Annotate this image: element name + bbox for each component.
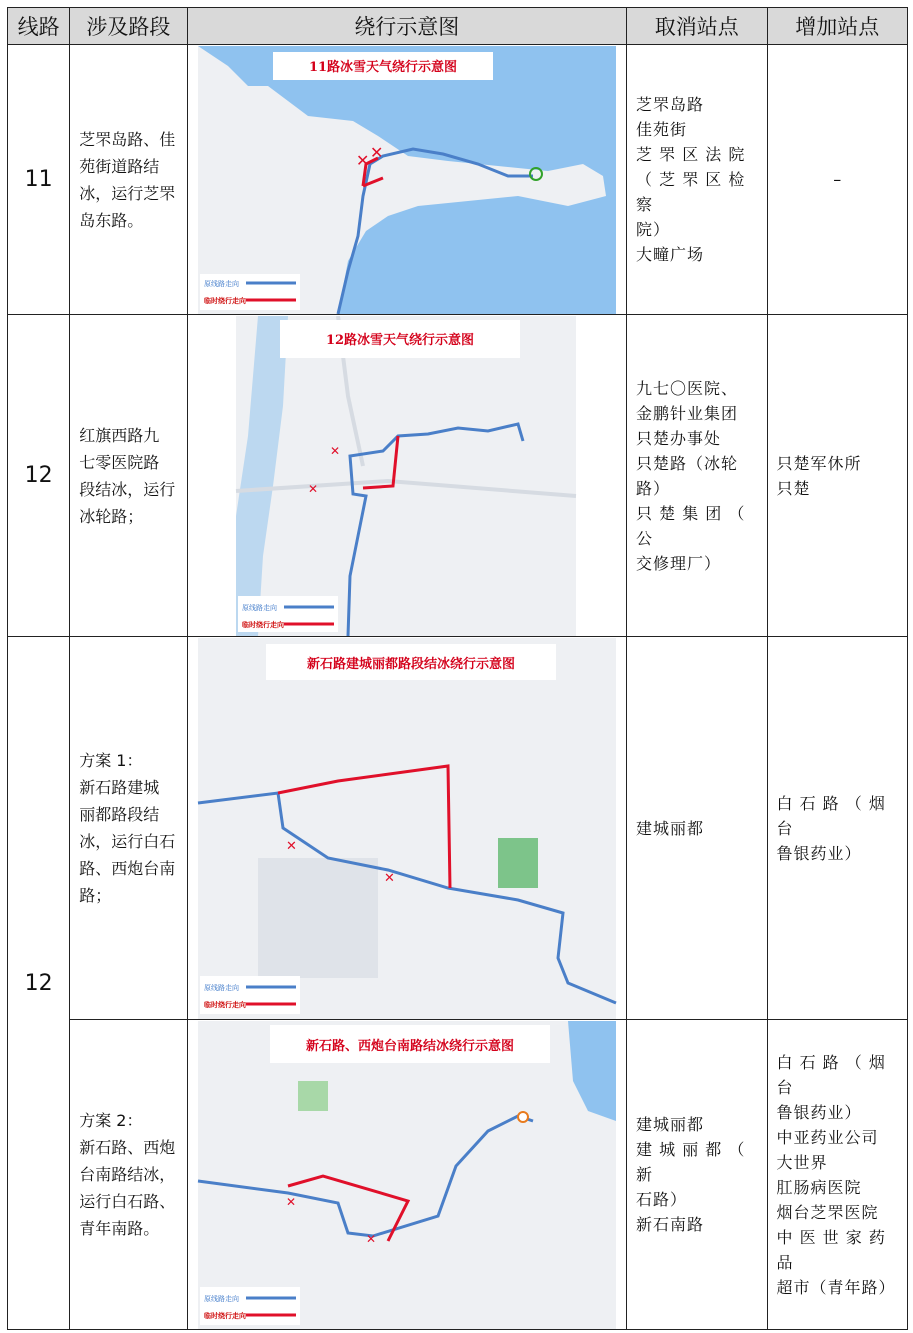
- add-stops: [767, 637, 908, 1020]
- cancel-stop: 芝 罘 区 法 院: [636, 145, 746, 164]
- add-stop: 大世界: [776, 1152, 828, 1172]
- cancel-stop: 石路）: [636, 1190, 688, 1209]
- cancel-stop: 新石南路: [636, 1215, 705, 1234]
- cancel-stops: [627, 315, 767, 637]
- legend-detour: 临时绕行走向: [241, 620, 284, 629]
- segment-line: 丽都路段结: [79, 805, 160, 824]
- legend-original: 原线路走向: [203, 1294, 239, 1303]
- cancel-stop: 建城丽都: [636, 1115, 705, 1134]
- table-row: [8, 637, 908, 1020]
- line-number: 12: [8, 637, 70, 1330]
- cancel-stop: 只 楚 集 团 （ 公: [636, 503, 746, 548]
- header-cancel: 取消站点: [627, 8, 767, 45]
- table-row: [8, 1020, 908, 1330]
- detour-map: [188, 638, 626, 1019]
- cancel-stop: （ 芝 罘 区 检 察: [636, 170, 746, 214]
- table-row: [8, 45, 908, 315]
- cancel-stops: [627, 637, 767, 1020]
- map-title: 12路冰雪天气绕行示意图: [325, 332, 474, 348]
- cancel-stop: 交修理厂）: [636, 553, 722, 573]
- add-stops: [767, 45, 908, 315]
- cancel-stops: [627, 45, 767, 315]
- add-stop: 中亚药业公司: [776, 1127, 879, 1147]
- segment-line: 青年南路。: [79, 1219, 160, 1238]
- segment-line: 路、西炮台南: [79, 859, 176, 878]
- add-stop: 白 石 路 （ 烟 台: [776, 1052, 886, 1097]
- add-stop: 中 医 世 家 药 品: [776, 1227, 886, 1272]
- header-segment: 涉及路段: [70, 8, 187, 45]
- legend-detour: 临时绕行走向: [203, 296, 246, 305]
- legend-original: 原线路走向: [241, 603, 277, 612]
- map-title: 新石路建城丽都路段结冰绕行示意图: [306, 656, 515, 672]
- segment-cell: [70, 315, 187, 637]
- segment-line: 红旗西路九: [79, 425, 160, 445]
- closed-mark-icon: ✕: [365, 1231, 376, 1246]
- segment-line: 芝罘岛路、佳: [79, 129, 176, 149]
- segment-line: 岛东路。: [79, 210, 144, 230]
- segment-line: 方案 2：: [79, 1111, 143, 1130]
- cancel-stop: 路）: [636, 478, 671, 498]
- add-stop: 肛肠病医院: [776, 1177, 862, 1197]
- cancel-stop: 只楚路（冰轮: [636, 453, 739, 473]
- segment-line: 新石路建城: [79, 778, 160, 797]
- line-number: 12: [8, 315, 70, 637]
- segment-line: 冰轮路；: [79, 506, 144, 526]
- add-stop: 白 石 路 （ 烟 台: [776, 793, 886, 838]
- closed-mark-icon: ✕: [285, 1194, 296, 1209]
- map-title: 新石路、西炮台南路结冰绕行示意图: [305, 1038, 514, 1054]
- segment-cell: [70, 1020, 187, 1330]
- segment-line: 段结冰，运行: [79, 479, 176, 499]
- closed-mark-icon: ✕: [329, 443, 340, 458]
- legend-detour: 临时绕行走向: [203, 1000, 246, 1009]
- map-cell: [187, 45, 626, 315]
- cancel-stop: 金鹏针业集团: [636, 403, 739, 423]
- legend-original: 原线路走向: [203, 983, 239, 992]
- segment-line: 路；: [79, 886, 112, 905]
- segment-cell: [70, 45, 187, 315]
- add-stop: 只楚军休所: [776, 453, 862, 473]
- detour-map: [188, 46, 626, 314]
- cancel-stop: 院）: [636, 220, 671, 239]
- line-number: 11: [8, 45, 70, 315]
- header-line: 线路: [8, 8, 70, 45]
- segment-line: 方案 1：: [79, 751, 143, 770]
- segment-line: 台南路结冰，: [79, 1165, 176, 1184]
- cancel-stop: 只楚办事处: [636, 428, 722, 448]
- map-cell: [187, 1020, 626, 1330]
- segment-line: 冰，运行白石: [79, 832, 176, 851]
- segment-line: 苑街道路结: [79, 156, 160, 176]
- legend-detour: 临时绕行走向: [203, 1311, 246, 1320]
- closed-mark-icon: ✕: [383, 870, 395, 886]
- add-stop: 超市（青年路）: [776, 1277, 896, 1297]
- detour-map: [188, 316, 626, 636]
- map-cell: [187, 315, 626, 637]
- closed-mark-icon: ✕: [307, 481, 318, 496]
- cancel-stop: 建城丽都: [636, 818, 705, 838]
- detour-table: [7, 7, 908, 1330]
- segment-line: 七零医院路: [79, 452, 160, 472]
- map-cell: [187, 637, 626, 1020]
- segment-line: 运行白石路、: [79, 1192, 176, 1211]
- segment-line: 冰，运行芝罘: [79, 183, 176, 203]
- closed-mark-icon: ✕: [369, 142, 383, 162]
- add-stop: –: [833, 170, 842, 189]
- header-row: [8, 8, 908, 45]
- segment-cell: [70, 637, 187, 1020]
- cancel-stop: 建 城 丽 都 （ 新: [636, 1140, 746, 1184]
- closed-mark-icon: ✕: [355, 150, 369, 170]
- add-stop: 只楚: [776, 478, 811, 498]
- cancel-stop: 九七〇医院、: [636, 378, 739, 398]
- segment-line: 新石路、西炮: [79, 1138, 176, 1157]
- add-stops: [767, 315, 908, 637]
- map-title: 11路冰雪天气绕行示意图: [308, 59, 457, 75]
- detour-map: [188, 1021, 626, 1329]
- legend-original: 原线路走向: [203, 279, 239, 288]
- cancel-stop: 芝罘岛路: [636, 95, 705, 114]
- cancel-stops: [627, 1020, 767, 1330]
- add-stop: 鲁银药业）: [776, 843, 862, 863]
- header-add: 增加站点: [767, 8, 908, 45]
- add-stop: 鲁银药业）: [776, 1102, 862, 1122]
- cancel-stop: 大疃广场: [636, 245, 705, 264]
- station-icon: [518, 1112, 528, 1122]
- add-stops: [767, 1020, 908, 1330]
- table-row: [8, 315, 908, 637]
- closed-mark-icon: ✕: [285, 838, 297, 854]
- add-stop: 烟台芝罘医院: [776, 1202, 879, 1222]
- header-map: 绕行示意图: [187, 8, 626, 45]
- cancel-stop: 佳苑街: [636, 120, 688, 139]
